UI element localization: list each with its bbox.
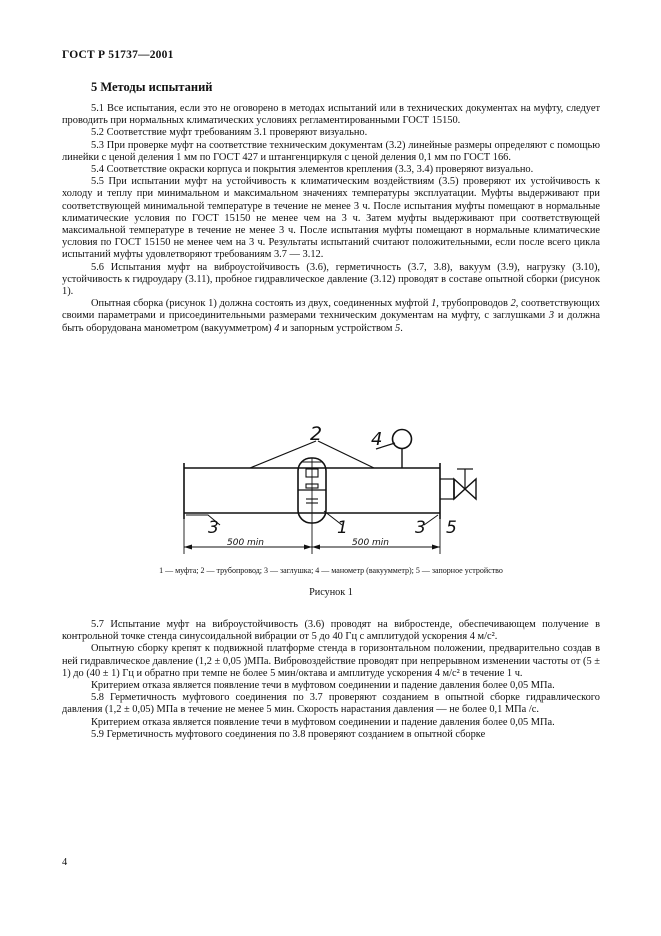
paragraph-failure-criterion-1: Критерием отказа является появление течи в муфтовом соединении и падение давления более 0,05 МПа. — [91, 680, 555, 692]
label-3-right: 3 — [415, 518, 426, 538]
label-5: 5 — [446, 518, 457, 538]
paragraph-5-1: 5.1 Все испытания, если это не оговорено в методах испытаний или в технических документах на муфту, следует проводить при нормальных климатических условиях регламентированными ГОСТ 15150. — [62, 103, 600, 127]
label-1: 1 — [337, 518, 348, 538]
paragraph-5-8: 5.8 Герметичность муфтового соединения по 3.7 проверяют созданием в опытной сборке гидравлического давления (1,2 ± 0,05) МПа в течение не менее 5 мин. Скорость нарастания давления — не более 0,1 МПа /с. — [62, 692, 600, 716]
text-block-bottom — [62, 619, 600, 741]
shutoff-valve — [454, 469, 476, 499]
figure-caption: 1 — муфта; 2 — трубопровод; 3 — заглушка; 4 — манометр (вакуумметр); 5 — запорное устройство — [159, 566, 503, 575]
document-header: ГОСТ Р 51737—2001 — [62, 49, 174, 61]
label-2: 2 — [310, 423, 323, 445]
paragraph-5-4: 5.4 Соответствие окраски корпуса и покрытия элементов крепления (3.3, 3.4) проверяют визуально. — [91, 164, 534, 176]
figure-title: Рисунок 1 — [309, 587, 353, 598]
paragraph-5-5: 5.5 При испытании муфт на устойчивость к климатическим воздействиям (3.5) проверяют их устойчивость к холоду и теплу при минимальном и максимальном значениях температуры эксплуатации. Муфты выдерживают при соответствующей минимальной температуре в течение не менее 3 ч. После испытания муфты помещают в нормальные климатические условия по ГОСТ 15150 не менее чем на 3 ч. Затем муфты выдерживают при соответствующей максимальной температуре в течение не менее 3 ч. После испытания муфты помещают в нормальные климатические условия по ГОСТ 15150 не менее чем на 3 ч. Результаты испытаний считают положительными, если после всего цикла испытаний муфты удовлетворяют требованиям 3.7 — 3.12. — [62, 176, 600, 261]
label-3-left: 3 — [208, 518, 219, 538]
label-4: 4 — [371, 429, 383, 450]
paragraph-5-7: 5.7 Испытание муфт на виброустойчивость (3.6) проводят на вибростенде, обеспечивающем получение в контрольной точке стенда синусоидальной вибрации от 5 до 40 Гц с амплитудой ускорения 4 м/с². — [62, 619, 600, 643]
leader-2-right — [318, 441, 374, 468]
paragraph-5-3: 5.3 При проверке муфт на соответствие техническим документам (3.2) линейные размеры определяют с помощью линейки с ценой деления 1 мм по ГОСТ 427 и штангенциркуля с ценой деления 0,1 мм по ГОСТ 166. — [62, 139, 600, 163]
dimension-left-label: 500 min — [227, 538, 265, 548]
paragraph-failure-criterion-2: Критерием отказа является появление течи в муфтовом соединении и падение давления более 0,05 МПа. — [91, 716, 555, 728]
paragraph-5-6: 5.6 Испытания муфт на виброустойчивость (3.6), герметичность (3.7, 3.8), вакуум (3.9), нагрузку (3.10), устойчивость к гидроудару (3.11), пробное гидравлическое давление (3.12) проводят в составе опытной сборки (рисунок 1). — [62, 261, 600, 298]
figure-1-diagram — [62, 423, 600, 568]
page-number: 4 — [62, 857, 68, 868]
paragraph-assembly: Опытная сборка (рисунок 1) должна состоять из двух, соединенных муфтой 1, трубопроводов 2, соответствующих своими параметрами и присоединительными размерами техническим документам на муфту, с заглушками 3 и должна быть оборудована манометром (вакуумметром) 4 и запорным устройством 5. — [62, 298, 600, 334]
assembly-drawing — [62, 423, 600, 568]
text-block-top — [62, 103, 600, 335]
section-title: 5 Методы испытаний — [91, 80, 213, 94]
dimension-right-label: 500 min — [352, 538, 390, 548]
manometer-gauge — [393, 430, 412, 449]
leader-2-left — [250, 441, 316, 468]
paragraph-vibration-method: Опытную сборку крепят к подвижной платформе стенда в горизонтальном положении, предварительно создав в ней гидравлическое давление (1,2 ± 0,05 )МПа. Вибровоздействие проводят при непрерывном изменении частоты от (5 ± 1) до (40 ± 1) Гц и обратно при темпе не более 5 мин/октава и амплитуде ускорения 4 м/с² в течение 1 ч. — [62, 643, 600, 679]
paragraph-5-2: 5.2 Соответствие муфт требованиям 3.1 проверяют визуально. — [91, 127, 368, 139]
paragraph-5-9: 5.9 Герметичность муфтового соединения по 3.8 проверяют созданием в опытной сборке — [91, 728, 486, 740]
